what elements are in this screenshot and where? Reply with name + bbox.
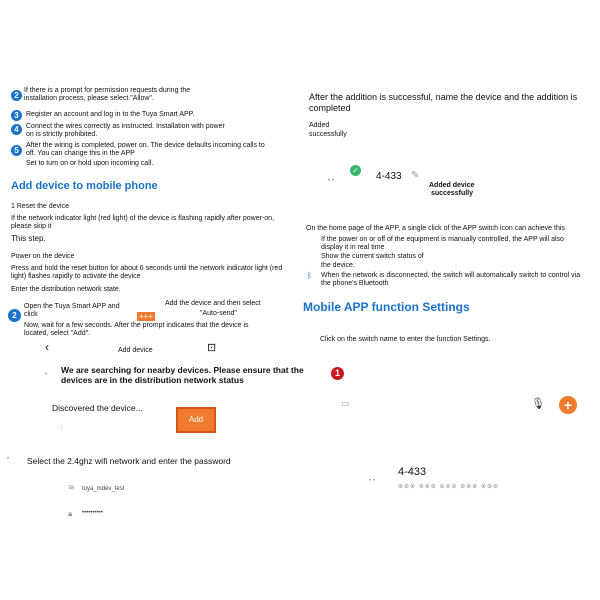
reset-title: 1 Reset the device [11, 203, 69, 210]
step-number: 2 [8, 309, 21, 322]
open-tuya-text: Open the Tuya Smart APP and click [24, 303, 120, 318]
lock-icon: 🔒︎ [68, 509, 73, 518]
device-dot-icon: • • [369, 478, 375, 484]
now-wait-text: Now, wait for a few seconds. After the prompt indicates that the device is located, select "Add". [24, 322, 249, 337]
press-hold-text: Press and hold the reset button for about 6 seconds until the network indicator light (red light) flashes rapidly to activate the device [11, 265, 283, 280]
password-field[interactable]: •••••••••• [82, 510, 104, 516]
step-number: 4 [11, 124, 22, 135]
step-number: 5 [11, 145, 22, 156]
device-name: 4-433 [376, 171, 402, 182]
mic-icon[interactable]: 🎙︎ [531, 398, 545, 410]
plus-badge: +++ [138, 312, 153, 321]
added-label: Added [309, 122, 330, 129]
loading-icon: ·: [58, 424, 63, 431]
device-row-icons: ⊕⊕⊕ ⊕⊕⊕ ⊕⊕⊕ ⊕⊕⊕ ⊕⊕⊕ [398, 484, 500, 490]
step-text: If there is a prompt for permission requests during the installation process, please select "Allow". [24, 87, 191, 102]
add-plus-button[interactable]: + [559, 396, 577, 414]
status-dot-icon: • [45, 372, 48, 378]
discovered-text: Discovered the device... [52, 403, 143, 413]
step-number: 2 [11, 90, 22, 101]
check-icon: ✓ [350, 165, 361, 176]
power-manual-text: If the power on or off of the equipment is manually controlled, the APP will also display it in real time [321, 236, 564, 251]
home-page-text: On the home page of the APP, a single click of the APP switch icon can achieve this [306, 225, 565, 232]
wifi-name[interactable]: tuya_mdev_test [82, 486, 125, 492]
searching-text: We are searching for nearby devices. Please ensure that the devices are in the distribution network status [61, 365, 304, 385]
after-addition-text: After the addition is successful, name the device and the addition is completed [309, 92, 578, 113]
step-text: Set to turn on or hold upon incoming call. [26, 160, 154, 167]
added-device-text: Added device [429, 182, 475, 189]
device-name-2[interactable]: 4-433 [398, 466, 427, 478]
add-button[interactable]: Add [176, 407, 216, 433]
show-status-text: Show the current switch status of [321, 253, 424, 260]
click-switch-text: Click on the switch name to enter the function Settings. [320, 336, 491, 343]
heading-function-settings: Mobile APP function Settings [303, 300, 470, 314]
bullet-icon: • [7, 456, 10, 462]
edit-icon[interactable]: ✎ [411, 170, 420, 181]
bluetooth-icon: ᛒ [307, 271, 312, 280]
back-icon[interactable]: ‹ [45, 340, 49, 354]
the-device-text: the device. [321, 262, 355, 269]
select-wifi-text: Select the 2.4ghz wifi network and enter the password [27, 456, 231, 466]
marker-badge: 1 [331, 367, 344, 380]
auto-send-text: "Auto-send" [200, 310, 237, 317]
added-successfully-text: successfully [431, 190, 474, 197]
network-disconnected-text: When the network is disconnected, the switch will automatically switch to control via the phone's Bluetooth [321, 272, 581, 287]
this-step: This step. [11, 234, 46, 243]
enter-dist-text: Enter the distribution network state. [11, 286, 121, 293]
step-text: Register an account and log in to the Tuya Smart APP. [26, 111, 195, 118]
step-text: After the wiring is completed, power on. The device defaults incoming calls to off. You can change this in the APP [26, 142, 265, 157]
add-device-title: Add device [118, 347, 153, 354]
add-then-select-text: Add the device and then select [165, 300, 261, 307]
device-dot-icon: • • [328, 178, 334, 184]
reset-text: If the network indicator light (red light) of the device is flashing rapidly after power-on, please skip it [11, 215, 275, 230]
successfully-label: successfully [309, 131, 347, 138]
scan-icon[interactable]: ⊡ [207, 342, 217, 354]
step-number: 3 [11, 110, 22, 121]
power-on-text: Power on the device [11, 253, 75, 260]
device-card-icon[interactable]: ▭ [341, 398, 350, 408]
wifi-icon: ≋ [68, 483, 75, 492]
heading-add-device: Add device to mobile phone [11, 180, 158, 192]
step-text: Connect the wires correctly as instructed. Installation with power on is strictly prohibited. [26, 123, 225, 138]
